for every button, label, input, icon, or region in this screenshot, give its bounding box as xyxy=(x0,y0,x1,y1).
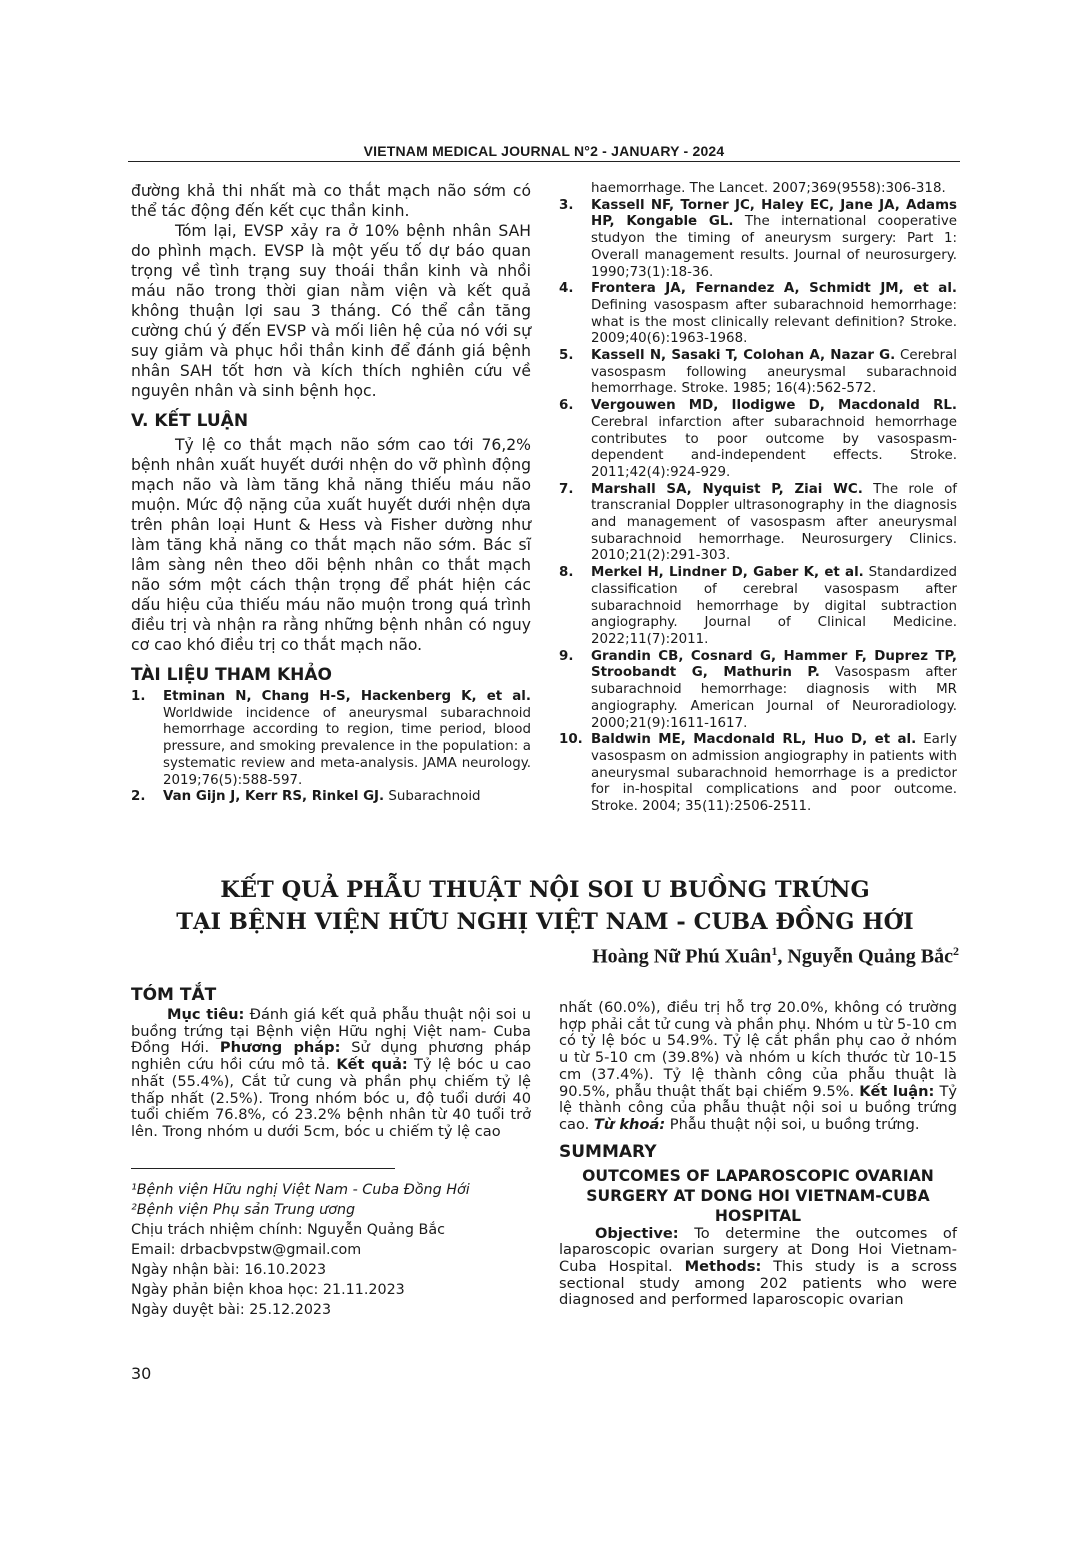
review-date: Ngày phản biện khoa học: 21.11.2023 xyxy=(131,1282,405,1298)
conclusion-paragraph: Tỷ lệ co thắt mạch não sớm cao tới 76,2% bệnh nhân xuất huyết dưới nhện do vỡ phình động mạch não và làm tăng khả năng thiếu máu não muộn. Mức độ nặng của xuất huyết dưới nhện dựa trên phân loại Hunt & Hess và Fisher dường như làm tăng khả năng co thắt mạch não sớm. Bác sĩ lâm sàng nên theo dõi bệnh nhân co thắt mạch não sớm một cách thận trọng để phát hiện các dấu hiệu của thiếu máu não muộn trong quá trình điều trị và nhận ra rằng những bệnh nhân có nguy cơ cao khó điều trị co thắt mạch não. xyxy=(131,436,531,654)
responsible-author: Chịu trách nhiệm chính: Nguyễn Quảng Bắc xyxy=(131,1222,445,1238)
author-1: Hoàng Nữ Phú Xuân xyxy=(592,945,772,968)
references-list-left xyxy=(131,689,531,806)
right-column xyxy=(559,181,957,816)
summary-heading: SUMMARY xyxy=(559,1141,657,1162)
article-title xyxy=(130,874,960,938)
discussion-paragraph-end: đường khả thi nhất mà co thắt mạch não sớm có thể tác động đến kết cục thần kinh. xyxy=(131,182,531,220)
reference-item: 5. Kassell N, Sasaki T, Colohan A, Nazar G. Cerebral vasospasm following aneurysmal subarachnoid hemorrhage. Stroke. 1985; 16(4):562-572. xyxy=(559,348,958,397)
author-1-affiliation: 1 xyxy=(771,944,778,958)
affiliation-1: ¹Bệnh viện Hữu nghị Việt Nam - Cuba Đồng Hới xyxy=(131,1182,470,1198)
abstract-en-text: Objective: To determine the outcomes of laparoscopic ovarian surgery at Dong Hoi Vietnam-Cuba Hospital. Methods: This study is a scross sectional study among 202 patients who were diagnosed and performed laparoscopic ovarian xyxy=(559,1224,957,1309)
journal-header: VIETNAM MEDICAL JOURNAL N°2 - JANUARY - 2024 xyxy=(363,143,725,159)
reference-item: 3. Kassell NF, Torner JC, Haley EC, Jane JA, Adams HP, Kongable GL. The international cooperative studyon the timing of aneurysm surgery: Part 1: Overall management results. Journal of neurosurgery. 1990;73(1):18-36. xyxy=(559,197,957,280)
footnotes xyxy=(131,1180,531,1320)
author-separator: , xyxy=(777,945,788,968)
discussion-summary-paragraph: Tóm lại, EVSP xảy ra ở 10% bệnh nhân SAH do phình mạch. EVSP là một yếu tố dự báo quan trọng về tình trạng suy thoái thần kinh và nhồi máu não trong thời gian nằm viện và kết quả không thuận lợi sau 3 tháng. Có thể cần tăng cường chú ý đến EVSP và mối liên hệ của nó với sự suy giảm và phục hồi thần kinh để đánh giá bệnh nhân SAH tốt hơn và kích thích nghiên cứu về nguyên nhân và sinh bệnh học. xyxy=(131,222,531,400)
references-heading: TÀI LIỆU THAM KHẢO xyxy=(131,665,332,685)
reference-item: 1. Etminan N, Chang H-S, Hackenberg K, et al. Worldwide incidence of aneurysmal subarachnoid hemorrhage according to region, time period, blood pressure, and smoking prevalence in the population: a systematic review and meta-analysis. JAMA neurology. 2019;76(5):588-597. xyxy=(131,689,531,788)
left-column xyxy=(131,181,531,806)
reference-item: 2. Van Gijn J, Kerr RS, Rinkel GJ. Subarachnoid xyxy=(131,789,481,805)
affiliation-2: ²Bệnh viện Phụ sản Trung ương xyxy=(131,1202,356,1218)
reference-item: 7. Marshall SA, Nyquist P, Ziai WC. The role of transcranial Doppler ultrasonography in the diagnosis and management of vasospasm after aneurysmal subarachnoid hemorrhage. Neurosurgery Clinics. 2010;21(2):291-303. xyxy=(559,481,957,564)
footnote-rule xyxy=(131,1168,395,1169)
reference-item: 6. Vergouwen MD, Ilodigwe D, Macdonald RL. Cerebral infarction after subarachnoid hemorrhage contributes to poor outcome by vasospasm-dependent and-independent effects. Stroke. 2011;42(4):924-929. xyxy=(559,398,957,480)
reference-item: 8. Merkel H, Lindner D, Gaber K, et al. Standardized classification of cerebral vasospasm after subarachnoid hemorrhage by digital subtraction angiography. Journal of Clinical Medicine. 2022;11(7):2011. xyxy=(559,565,957,647)
article-authors xyxy=(592,944,959,969)
conclusion-heading: V. KẾT LUẬN xyxy=(131,411,249,431)
received-date: Ngày nhận bài: 16.10.2023 xyxy=(131,1262,327,1278)
abstract-vi-heading: TÓM TẮT xyxy=(131,985,217,1005)
author-2-affiliation: 2 xyxy=(953,944,959,958)
abstract-vi xyxy=(131,985,531,1141)
english-title: OUTCOMES OF LAPAROSCOPIC OVARIAN SURGERY AT DONG HOI VIETNAM-CUBA HOSPITAL xyxy=(582,1166,934,1225)
article-title-line2: TẠI BỆNH VIỆN HỮU NGHỊ VIỆT NAM - CUBA ĐỒNG HỚI xyxy=(176,909,914,935)
header-rule xyxy=(128,161,960,162)
reference-continuation: haemorrhage. The Lancet. 2007;369(9558):306-318. xyxy=(591,181,946,196)
article-title-line1: KẾT QUẢ PHẪU THUẬT NỘI SOI U BUỒNG TRỨNG xyxy=(220,877,870,903)
reference-item: 4. Frontera JA, Fernandez A, Schmidt JM, et al. Defining vasospasm after subarachnoid hemorrhage: what is the most clinically relevant definition? Stroke. 2009;40(6):1963-1968. xyxy=(559,281,957,347)
approved-date: Ngày duyệt bài: 25.12.2023 xyxy=(131,1302,332,1318)
email: Email: drbacbvpstw@gmail.com xyxy=(131,1242,362,1258)
references-list-right xyxy=(559,198,957,816)
abstract-right-column xyxy=(559,1000,957,1309)
author-2: Nguyễn Quảng Bắc xyxy=(787,945,953,968)
reference-item: 9. Grandin CB, Cosnard G, Hammer F, Duprez TP, Stroobandt G, Mathurin P. Vasospasm after subarachnoid hemorrhage: diagnosis with MR angiography. American Journal of Neuroradiology. 2000;21(9):1611-1617. xyxy=(559,648,958,731)
reference-item: 10. Baldwin ME, Macdonald RL, Huo D, et al. Early vasospasm on admission angiography in patients with aneurysmal subarachnoid hemorrhage is a predictor for in-hospital complications and poor outcome. Stroke. 2004; 35(11):2506-2511. xyxy=(559,732,958,815)
abstract-vi-text: Mục tiêu: Đánh giá kết quả phẫu thuật nội soi u buồng trứng tại Bệnh viện Hữu nghị Việt nam- Cuba Đồng Hới. Phương pháp: Sử dụng phương pháp nghiên cứu hồi cứu mô tả. Kết quả: Tỷ lệ bóc u cao nhất (55.4%), Cắt tử cung và phần phụ chiếm tỷ lệ thấp nhất (2.5%). Trong nhóm bóc u, độ tuổi dưới 40 tuổi chiếm 76.8%, có 23.2% bệnh nhân từ 40 tuổi trở lên. Trong nhóm u dưới 5cm, bóc u chiếm tỷ lệ cao xyxy=(131,1006,532,1140)
page-number: 30 xyxy=(131,1364,152,1383)
abstract-vi-continued: nhất (60.0%), điều trị hỗ trợ 20.0%, không có trường hợp phải cắt tử cung và phần phụ. Nhóm u từ 5-10 cm có tỷ lệ bóc u 54.9%. Tỷ lệ cắt phần phụ cao ở nhóm u từ 5-10 cm (39.8%) và nhóm u kích thước từ 10-15 cm (37.4%). Tỷ lệ thành công của phẫu thuật là 90.5%, phẫu thuật thất bại chiếm 9.5%. Kết luận: Tỷ lệ thành công của phẫu thuật nội soi u buồng trứng cao. Từ khoá: Phẫu thuật nội soi, u buồng trứng. xyxy=(559,999,957,1133)
